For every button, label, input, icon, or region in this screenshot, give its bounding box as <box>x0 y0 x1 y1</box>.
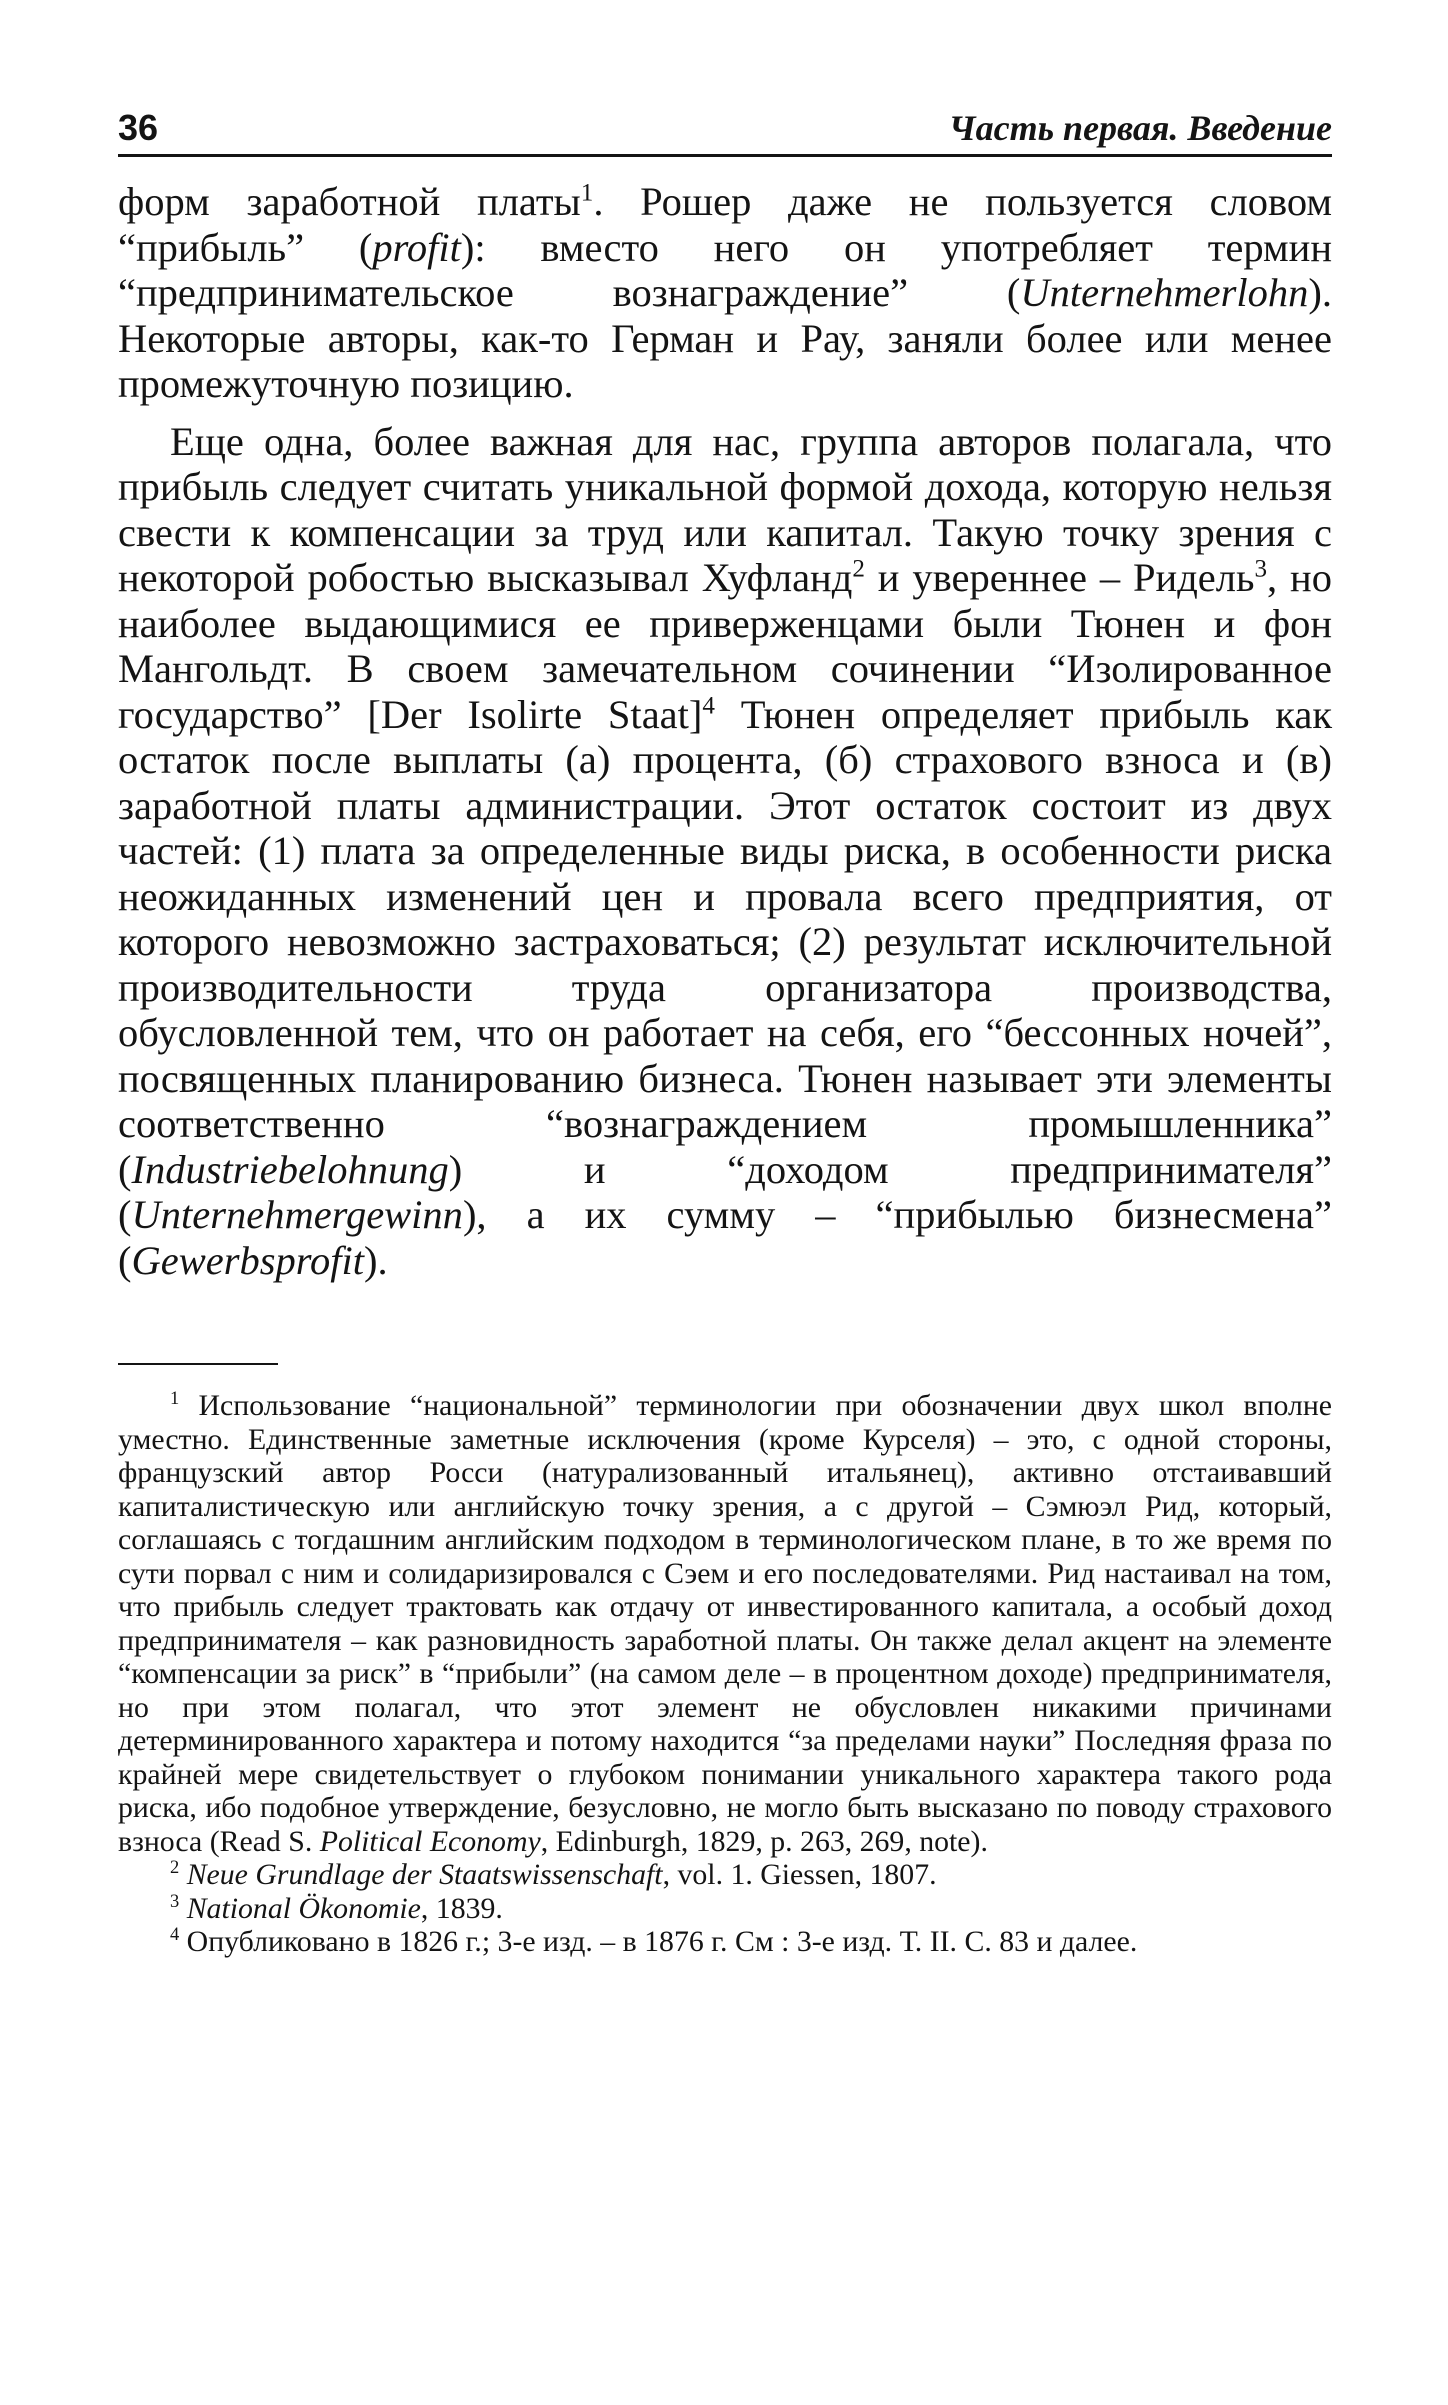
text-run: ), а их сумму – “прибылью бизнесмена” ( <box>118 1192 1332 1283</box>
italic-term: National Ökonomie <box>186 1891 421 1925</box>
italic-term: Industriebelohnung <box>131 1146 449 1192</box>
footnote-ref-1: 1 <box>580 179 594 207</box>
footnote-mark: 4 <box>170 1924 180 1945</box>
book-page <box>118 100 1332 1959</box>
text-run: , vol. 1. Giessen, 1807. <box>662 1858 937 1891</box>
italic-term: Political Economy <box>319 1824 541 1858</box>
footnote-2 <box>118 1858 1332 1892</box>
main-text <box>118 179 1332 1283</box>
page-header <box>118 100 1332 157</box>
text-run: Опубликовано в 1826 г.; 3-е изд. – в 1876 г. См : 3-е изд. Т. II. С. 83 и далее. <box>179 1925 1138 1958</box>
paragraph-2 <box>118 419 1332 1284</box>
running-title: Часть первая. Введение <box>948 108 1332 148</box>
italic-term: profit <box>372 224 461 270</box>
footnote-ref-3: 3 <box>1254 555 1268 583</box>
footnote-ref-2: 2 <box>852 555 865 583</box>
text-run: форм заработной платы <box>118 179 581 224</box>
footnote-ref-4: 4 <box>702 692 715 719</box>
text-run: Еще одна, более важная для нас, группа авторов полагала, что прибыль следует считать уникальной формой дохода, которую нельзя свести к компенсации за труд или капитал. Такую точку зрения с некоторой робостью высказывал Хуфланд <box>118 418 1332 600</box>
footnote-mark: 1 <box>170 1388 180 1409</box>
footnote-separator <box>118 1363 278 1365</box>
italic-term: Unternehmergewinn <box>131 1192 463 1237</box>
footnote-mark: 2 <box>170 1857 180 1878</box>
footnote-mark: 3 <box>170 1890 180 1911</box>
footnotes <box>118 1389 1332 1959</box>
text-run: ). Некоторые авторы, как-то Герман и Рау, заняли более или менее промежуточную позицию. <box>118 270 1332 406</box>
footnote-3 <box>118 1892 1332 1926</box>
page-number: 36 <box>118 107 159 148</box>
text-run: ) и “доходом предпринимателя” ( <box>118 1146 1332 1237</box>
text-run: . Рошер даже не пользуется словом “прибыль” ( <box>118 179 1332 270</box>
text-run: , 1839. <box>420 1891 503 1925</box>
text-run: и увереннее – Ридель <box>864 555 1255 600</box>
italic-term: Gewerbsprofit <box>131 1237 364 1283</box>
text-run: ): вместо него он употребляет термин “предпринимательское вознаграждение” ( <box>118 224 1332 315</box>
footnote-4 <box>118 1925 1332 1959</box>
text-run: ). <box>364 1237 388 1283</box>
italic-term: Neue Grundlage der Staatswissenschaft <box>186 1858 663 1891</box>
paragraph-1 <box>118 179 1332 407</box>
footnote-1 <box>118 1389 1332 1858</box>
text-run: , но наиболее выдающимися ее приверженцами были Тюнен и фон Мангольдт. В своем замечательном сочинении “Изолированное государство” [Der Isolirte Staat] <box>118 555 1332 737</box>
text-run: Использование “национальной” терминологии при обозначении двух школ вполне уместно. Единственные заметные исключения (кроме Курселя) – это, с одной стороны, французский автор Росси (натурализованный итальянец), активно отстаивавший капиталистическую или английскую точку зрения, а с другой – Сэмюэл Рид, который, соглашаясь с тогдашним английским подходом в терминологическом плане, в то же время по сути порвал с ним и солидаризировался с Сэем и его последователями. Рид настаивал на том, что прибыль следует трактовать как отдачу от инвестированного капитала, а особый доход предпринимателя – как разновидность заработной платы. Он также делал акцент на элементе “компенсации за риск” в “прибыли” (на самом деле – в процентном доходе) предпринимателя, но при этом полагал, что этот элемент не обусловлен никакими причинами детерминированного характера и потому находится “за пределами науки” Последняя фраза по крайней мере свидетельствует о глубоком понимании уникального характера такого рода риска, ибо подобное утверждение, безусловно, не могло быть высказано по поводу страхового взноса (Read S. <box>118 1389 1332 1858</box>
italic-term: Unternehmerlohn <box>1020 270 1309 315</box>
text-run: Тюнен определяет прибыль как остаток после выплаты (а) процента, (б) страхового взноса и (в) заработной платы администрации. Этот остаток состоит из двух частей: (1) плата за определенные виды риска, в особенности риска неожиданных изменений цен и провала всего предприятия, от которого невозможно застраховаться; (2) результат исключительной производительности труда организатора производства, обусловленной тем, что он работает на себя, его “бессонных ночей”, посвященных планированию бизнеса. Тюнен называет эти элементы соответственно “вознаграждением промышленника” ( <box>118 691 1333 1192</box>
text-run: , Edinburgh, 1829, p. 263, 269, note). <box>540 1824 988 1858</box>
